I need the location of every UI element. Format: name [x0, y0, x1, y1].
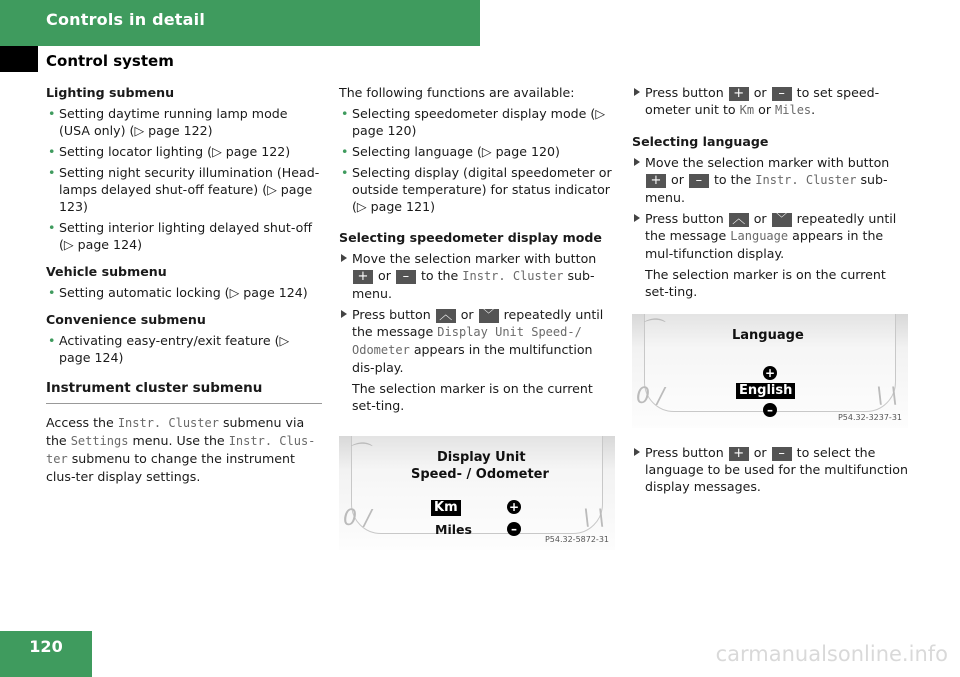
list-item: • Setting automatic locking (▷ page 124) — [46, 284, 322, 301]
text: . — [811, 102, 816, 117]
lighting-heading: Lighting submenu — [46, 85, 175, 100]
watermark: carmanualsonline.info — [715, 642, 948, 666]
text: Access the — [46, 415, 114, 430]
list-item: • Setting daytime running lamp mode (USA only) (▷ page 122) — [46, 105, 322, 139]
text: sub-menu. — [352, 268, 595, 301]
plus-button-icon: + — [353, 270, 373, 284]
list-item: • Selecting display (digital speedometer or outside temperature) for status indicator (▷ page 121) — [339, 164, 615, 215]
text: Move the selection marker with button — [352, 251, 597, 266]
text: or — [758, 102, 772, 117]
mono-text: Display Unit Speed-/ Odometer — [352, 325, 582, 357]
paragraph — [46, 414, 322, 485]
section-marker — [0, 46, 38, 72]
text: or — [753, 445, 767, 460]
text: repeatedly until the message — [352, 307, 604, 339]
text: Press button — [645, 445, 724, 460]
plus-icon: + — [508, 500, 520, 514]
minus-icon: – — [763, 403, 777, 417]
text: sub-menu. — [645, 172, 888, 205]
chapter-title: Controls in detail — [46, 10, 205, 29]
text: Press button — [645, 85, 724, 100]
text: to set speed-ometer unit to — [645, 85, 880, 117]
list-item: • Setting interior lighting delayed shut-off (▷ page 124) — [46, 219, 322, 253]
instrument-cluster-heading: Instrument cluster submenu — [46, 380, 322, 404]
minus-button-icon: – — [772, 447, 792, 461]
section-title: Control system — [46, 52, 174, 70]
minus-button-icon: – — [396, 270, 416, 284]
step — [632, 84, 908, 119]
plus-button-icon: + — [729, 87, 749, 101]
vehicle-heading: Vehicle submenu — [46, 264, 167, 279]
step — [339, 306, 615, 376]
text: submenu to change the instrument clus-ter display settings. — [46, 451, 295, 484]
text: Press button — [352, 307, 431, 322]
option: Miles — [435, 522, 472, 537]
mono-text: Instr. Cluster — [462, 269, 564, 283]
mono-text: Km — [739, 103, 755, 117]
gauge-scale-icon: \ \ — [583, 506, 605, 531]
up-button-icon: ︿ — [436, 309, 456, 323]
mono-text: Language — [730, 229, 789, 243]
minus-button-icon: – — [689, 174, 709, 188]
convenience-heading: Convenience submenu — [46, 312, 206, 327]
display-title-2: Speed- / Odometer — [411, 467, 549, 482]
language-heading: Selecting language — [632, 134, 769, 149]
minus-icon: – — [507, 522, 521, 536]
text: to the — [713, 172, 752, 187]
list-item: • Setting night security illumination (Head-lamps delayed shut-off feature) (▷ page 123) — [46, 164, 322, 215]
gauge-scale-icon: 0 ∕ — [636, 384, 665, 409]
step — [339, 250, 615, 302]
down-button-icon: ﹀ — [772, 213, 792, 227]
mono-text: Instr. Cluster — [117, 416, 219, 430]
text: or — [753, 211, 767, 226]
gauge-scale-icon: \ \ — [876, 384, 898, 409]
list-item: • Selecting language (▷ page 120) — [339, 143, 615, 160]
note: The selection marker is on the current set-ting. — [352, 381, 593, 413]
text: Move the selection marker with button — [645, 155, 890, 170]
text: to the — [420, 268, 459, 283]
option-selected: Km — [431, 500, 461, 516]
text: repeatedly until the message — [645, 211, 897, 243]
step — [632, 444, 908, 495]
step — [632, 210, 908, 262]
up-button-icon: ︿ — [729, 213, 749, 227]
list-item: • Selecting speedometer display mode (▷ page 120) — [339, 105, 615, 139]
intro: The following functions are available: — [339, 85, 575, 100]
page-number: 120 — [29, 637, 63, 656]
speedometer-display-image — [339, 436, 615, 550]
gauge-icon: ⌒ — [640, 318, 663, 343]
mono-text: Miles — [775, 103, 812, 117]
plus-button-icon: + — [729, 447, 749, 461]
gauge-icon: ⌒ — [347, 442, 370, 467]
down-button-icon: ﹀ — [479, 309, 499, 323]
text: submenu via the — [46, 415, 305, 448]
plus-button-icon: + — [646, 174, 666, 188]
figure-code: P54.32-3237-31 — [837, 413, 902, 422]
text: or — [378, 268, 391, 283]
text: appears in the mul-tifunction display. — [645, 228, 884, 261]
column-1 — [46, 84, 322, 485]
figure-code: P54.32-5872-31 — [544, 535, 609, 544]
mono-text: Settings — [70, 434, 129, 448]
step — [632, 154, 908, 206]
text: appears in the multifunction dis-play. — [352, 342, 593, 375]
text: or — [671, 172, 684, 187]
mono-text: Instr. Cluster — [755, 173, 857, 187]
speedo-heading: Selecting speedometer display mode — [339, 230, 602, 245]
language-display-image — [632, 314, 908, 428]
display-title-1: Display Unit — [437, 450, 526, 465]
text: or — [460, 307, 474, 322]
minus-button-icon: – — [772, 87, 792, 101]
text: menu. Use the — [132, 433, 225, 448]
text: or — [753, 85, 767, 100]
note: The selection marker is on the current set-ting. — [645, 267, 886, 299]
column-3 — [632, 84, 908, 495]
list-item: • Setting locator lighting (▷ page 122) — [46, 143, 322, 160]
mono-text: Instr. Clus-ter — [46, 434, 316, 466]
list-item: • Activating easy-entry/exit feature (▷ page 124) — [46, 332, 322, 366]
column-2 — [339, 84, 615, 550]
gauge-scale-icon: 0 ∕ — [343, 506, 372, 531]
text: to select the language to be used for the multifunction display messages. — [645, 445, 908, 494]
display-title: Language — [732, 328, 804, 343]
option-selected: English — [736, 383, 795, 399]
plus-icon: + — [764, 366, 776, 380]
text: Press button — [645, 211, 724, 226]
